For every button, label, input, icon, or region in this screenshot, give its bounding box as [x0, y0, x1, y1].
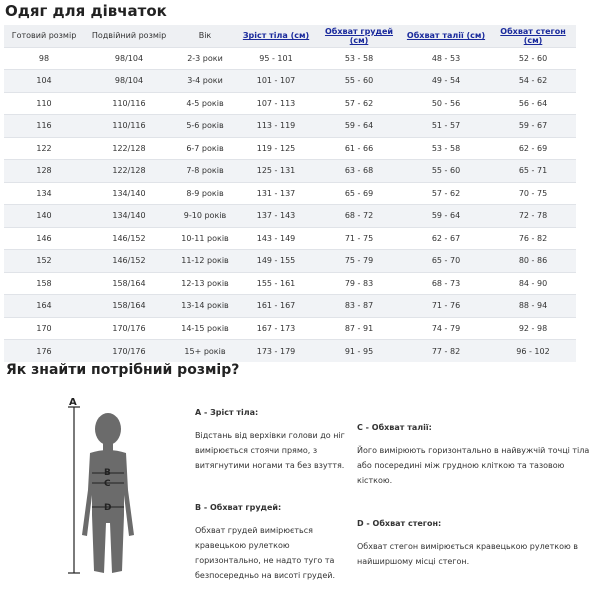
- table-cell: 62 - 69: [518, 143, 548, 153]
- table-cell: 146: [36, 233, 52, 243]
- table-row: [4, 272, 576, 295]
- table-cell: 98/104: [114, 76, 144, 86]
- table-cell: 104: [36, 76, 52, 86]
- table-cell: 65 - 71: [518, 166, 548, 176]
- table-cell: 75 - 79: [344, 256, 374, 266]
- table-cell: 57 - 62: [431, 188, 461, 198]
- table-cell: 110/116: [112, 98, 146, 108]
- table-cell: 59 - 64: [344, 121, 374, 131]
- label-a: A: [69, 397, 77, 408]
- table-cell: 61 - 66: [344, 143, 374, 153]
- table-cell: 101 - 107: [256, 76, 296, 86]
- table-cell: 4-5 років: [186, 98, 224, 108]
- table-cell: 176: [36, 346, 52, 356]
- col-header-link[interactable]: Обхват грудей (см): [324, 26, 394, 45]
- table-cell: 170/176: [112, 346, 146, 356]
- table-cell: 88 - 94: [518, 301, 548, 311]
- table-cell: 6-7 років: [186, 143, 224, 153]
- label-d: D: [104, 503, 112, 513]
- table-cell: 54 - 62: [518, 76, 548, 86]
- size-table: [4, 25, 576, 362]
- table-row: [4, 250, 576, 273]
- table-cell: 164: [36, 301, 52, 311]
- col-header: Подвійний розмір: [91, 31, 167, 41]
- col-header: Готовий розмір: [11, 31, 77, 41]
- table-row: [4, 115, 576, 138]
- table-cell: 57 - 62: [344, 98, 374, 108]
- table-cell: 56 - 64: [518, 98, 548, 108]
- table-cell: 131 - 137: [256, 188, 296, 198]
- table-cell: 158/164: [112, 278, 146, 288]
- table-cell: 51 - 57: [431, 121, 461, 131]
- guide-item-c: C - Обхват талії: Його вимірюють горизонтально в найвужчій точці тіла або посередині між грудною кліткою та тазовою кісткою.: [357, 423, 590, 485]
- table-cell: 52 - 60: [518, 53, 548, 63]
- table-cell: 62 - 67: [431, 233, 461, 243]
- table-cell: 70 - 75: [518, 188, 548, 198]
- table-cell: 167 - 173: [256, 323, 296, 333]
- child-figure-illustration: [60, 395, 140, 580]
- table-cell: 11-12 років: [181, 256, 229, 266]
- guide-item-a: A - Зріст тіла: Відстань від верхівки голови до ніг вимірюється стоячи прямо, з витягнутими ногами та без взуття.: [195, 408, 345, 470]
- table-cell: 110/116: [112, 121, 146, 131]
- table-cell: 122: [36, 143, 52, 153]
- table-header: [4, 25, 576, 47]
- table-cell: 158: [36, 278, 52, 288]
- table-cell: 96 - 102: [516, 346, 550, 356]
- table-cell: 48 - 53: [431, 53, 461, 63]
- body-silhouette-icon: [82, 413, 134, 573]
- col-header-link[interactable]: Зріст тіла (см): [242, 31, 310, 41]
- table-cell: 76 - 82: [518, 233, 548, 243]
- table-cell: 116: [36, 121, 52, 131]
- table-cell: 134/140: [112, 211, 146, 221]
- table-cell: 13-14 років: [181, 301, 229, 311]
- table-cell: 140: [36, 211, 52, 221]
- table-cell: 68 - 73: [431, 278, 461, 288]
- guide-item-d: D - Обхват стегон: Обхват стегон вимірюється кравецькою рулеткою в найширшому місці стегон.: [357, 519, 578, 566]
- table-row: [4, 317, 576, 340]
- table-cell: 152: [36, 256, 52, 266]
- table-row: [4, 137, 576, 160]
- table-cell: 143 - 149: [256, 233, 296, 243]
- table-cell: 65 - 70: [431, 256, 461, 266]
- page-title: Одяг для дівчаток: [5, 2, 167, 20]
- table-cell: 95 - 101: [259, 53, 293, 63]
- table-cell: 122/128: [112, 143, 146, 153]
- table-cell: 128: [36, 166, 52, 176]
- table-cell: 59 - 64: [431, 211, 461, 221]
- label-b: B: [104, 468, 111, 478]
- table-cell: 125 - 131: [256, 166, 296, 176]
- table-cell: 53 - 58: [431, 143, 461, 153]
- table-cell: 55 - 60: [431, 166, 461, 176]
- table-row: [4, 70, 576, 93]
- table-cell: 122/128: [112, 166, 146, 176]
- table-cell: 113 - 119: [256, 121, 296, 131]
- table-cell: 68 - 72: [344, 211, 374, 221]
- guide-title: Як знайти потрібний розмір?: [6, 362, 240, 378]
- table-cell: 161 - 167: [256, 301, 296, 311]
- table-cell: 173 - 179: [256, 346, 296, 356]
- col-header: Вік: [198, 31, 212, 41]
- table-cell: 79 - 83: [344, 278, 374, 288]
- height-ruler: [68, 407, 80, 573]
- table-row: [4, 340, 576, 363]
- table-cell: 146/152: [112, 256, 146, 266]
- table-cell: 7-8 років: [186, 166, 224, 176]
- table-cell: 74 - 79: [431, 323, 461, 333]
- table-cell: 98/104: [114, 53, 144, 63]
- table-row: [4, 47, 576, 70]
- table-cell: 107 - 113: [256, 98, 296, 108]
- guide-item-b: B - Обхват грудей: Обхват грудей вимірюється кравецькою рулеткою горизонтально, не надто туго та безпосередньо на висоті грудей.: [195, 503, 335, 580]
- table-cell: 12-13 років: [181, 278, 229, 288]
- table-cell: 9-10 років: [183, 211, 227, 221]
- table-row: [4, 295, 576, 318]
- table-cell: 77 - 82: [431, 346, 461, 356]
- col-header-link[interactable]: Обхват стегон (см): [500, 26, 566, 45]
- table-cell: 119 - 125: [256, 143, 296, 153]
- table-cell: 134: [36, 188, 52, 198]
- table-cell: 149 - 155: [256, 256, 296, 266]
- label-c: C: [104, 479, 111, 489]
- table-cell: 155 - 161: [256, 278, 296, 288]
- table-cell: 53 - 58: [344, 53, 374, 63]
- table-cell: 8-9 років: [186, 188, 224, 198]
- table-cell: 80 - 86: [518, 256, 548, 266]
- table-cell: 71 - 76: [431, 301, 461, 311]
- table-cell: 50 - 56: [431, 98, 461, 108]
- table-cell: 15+ років: [184, 346, 226, 356]
- table-cell: 63 - 68: [344, 166, 374, 176]
- table-cell: 158/164: [112, 301, 146, 311]
- table-cell: 170: [36, 323, 52, 333]
- table-cell: 71 - 75: [344, 233, 374, 243]
- table-cell: 2-3 роки: [187, 53, 223, 63]
- table-cell: 59 - 67: [518, 121, 548, 131]
- table-cell: 110: [36, 98, 52, 108]
- table-cell: 72 - 78: [518, 211, 548, 221]
- table-cell: 170/176: [112, 323, 146, 333]
- table-row: [4, 160, 576, 183]
- table-cell: 92 - 98: [518, 323, 548, 333]
- table-cell: 14-15 років: [181, 323, 229, 333]
- table-cell: 87 - 91: [344, 323, 374, 333]
- table-row: [4, 92, 576, 115]
- table-cell: 5-6 років: [186, 121, 224, 131]
- table-cell: 134/140: [112, 188, 146, 198]
- table-cell: 91 - 95: [344, 346, 374, 356]
- table-cell: 146/152: [112, 233, 146, 243]
- table-cell: 49 - 54: [431, 76, 461, 86]
- table-row: [4, 182, 576, 205]
- table-cell: 10-11 років: [181, 233, 229, 243]
- table-cell: 98: [38, 53, 50, 63]
- table-cell: 65 - 69: [344, 188, 374, 198]
- table-cell: 83 - 87: [344, 301, 374, 311]
- table-cell: 55 - 60: [344, 76, 374, 86]
- table-row: [4, 227, 576, 250]
- table-cell: 137 - 143: [256, 211, 296, 221]
- table-row: [4, 205, 576, 228]
- col-header-link[interactable]: Обхват талії (см): [406, 31, 486, 41]
- table-cell: 84 - 90: [518, 278, 548, 288]
- table-cell: 3-4 роки: [187, 76, 223, 86]
